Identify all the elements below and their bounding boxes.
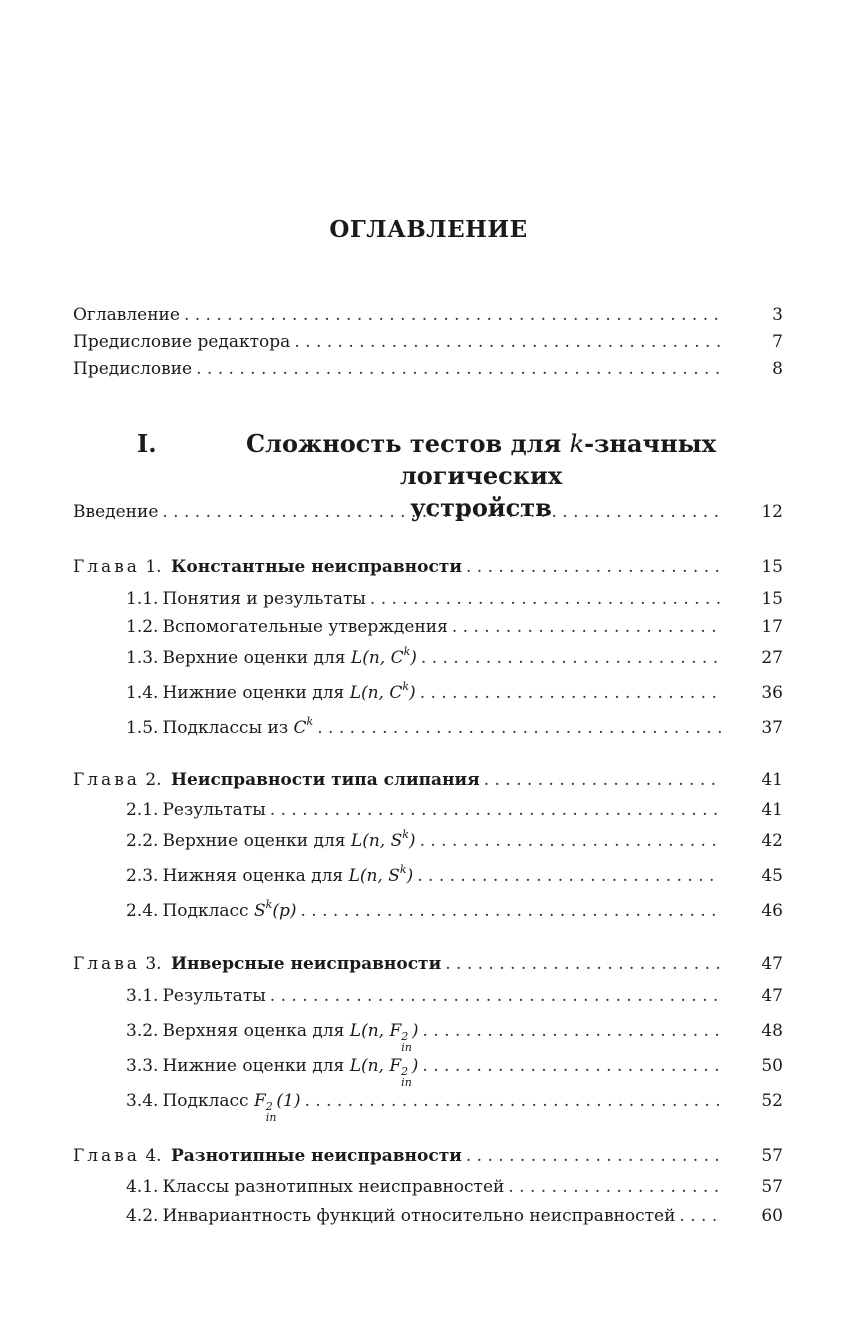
entry-label: Введение	[73, 502, 159, 522]
section-entry[interactable]	[126, 898, 783, 926]
section-label	[126, 828, 416, 851]
superscript: k	[403, 645, 411, 658]
math-expression: $S^k(p)$	[254, 898, 297, 921]
section-number: 1.4.	[126, 683, 159, 703]
section-text: Верхняя оценка для	[162, 1021, 350, 1041]
chapter-word: Глава	[73, 557, 140, 577]
section-text: Результаты	[162, 800, 266, 820]
chapter-title: Инверсные неисправности	[170, 954, 442, 974]
dot-leader	[423, 1021, 721, 1041]
math-expression: L(n, $S^k$)	[350, 828, 416, 851]
section-number: 3.4.	[126, 1091, 159, 1111]
superscript: k	[402, 828, 409, 841]
chapter-entry[interactable]	[73, 1146, 783, 1174]
section-number: 2.2.	[126, 831, 159, 851]
entry-label: Предисловие	[73, 359, 193, 379]
chapter-number: 3.	[145, 954, 162, 974]
section-number: 2.3.	[126, 866, 159, 886]
entry-page: 27	[761, 648, 783, 668]
dot-leader	[484, 770, 721, 790]
section-label	[126, 863, 413, 886]
section-entry[interactable]	[126, 715, 783, 743]
entry-page: 36	[761, 683, 783, 703]
dot-leader	[466, 1146, 721, 1166]
chapter-word: Глава	[73, 1146, 140, 1166]
superscript: k	[306, 715, 314, 728]
section-entry[interactable]	[126, 1091, 783, 1124]
chapter-number: 4.	[145, 1146, 162, 1166]
part-title-var: k	[569, 430, 585, 458]
section-entry[interactable]	[126, 617, 783, 645]
chapter-label	[73, 1146, 462, 1166]
section-text: Нижние оценки для	[162, 1056, 350, 1076]
section-label	[126, 645, 417, 668]
section-text: Подкласс	[162, 901, 254, 921]
chapter-word: Глава	[73, 770, 140, 790]
section-label	[126, 1206, 675, 1226]
section-label	[126, 1177, 504, 1197]
section-number: 2.1.	[126, 800, 159, 820]
section-number: 3.3.	[126, 1056, 159, 1076]
section-text: Классы разнотипных неисправностей	[162, 1177, 505, 1197]
section-number: 3.1.	[126, 986, 159, 1006]
part-number: I.	[137, 429, 157, 458]
dot-leader	[370, 589, 721, 609]
section-text: Верхние оценки для	[162, 648, 351, 668]
math-expression: F 2 in (1)	[254, 1091, 301, 1124]
chapter-label	[73, 954, 441, 974]
chapter-number: 2.	[145, 770, 162, 790]
chapter-label	[73, 770, 480, 790]
section-entry[interactable]	[126, 863, 783, 891]
entry-label: Предисловие редактора	[73, 332, 291, 352]
chapter-title: Неисправности типа слипания	[170, 770, 480, 790]
entry-page: 48	[761, 1021, 783, 1041]
section-text: Верхние оценки для	[162, 831, 351, 851]
script-stack	[401, 1031, 412, 1053]
section-number: 4.1.	[126, 1177, 159, 1197]
dot-leader	[508, 1177, 721, 1197]
entry-page: 7	[772, 332, 783, 352]
script-stack	[266, 1101, 277, 1123]
section-entry[interactable]	[126, 1021, 783, 1054]
part-title-line2: устройств	[410, 493, 552, 522]
entry-page: 42	[761, 831, 783, 851]
math-expression: $C^k$	[293, 715, 314, 738]
section-label	[126, 1021, 419, 1053]
section-entry[interactable]	[126, 589, 783, 617]
section-entry[interactable]	[126, 828, 783, 856]
section-label	[126, 589, 366, 609]
math-expression: L(n, $C^k$)	[349, 680, 416, 703]
math-expression: L(n, F 2 in )	[349, 1056, 419, 1089]
section-number: 2.4.	[126, 901, 159, 921]
section-label	[126, 986, 266, 1006]
toc-entry[interactable]	[73, 332, 783, 360]
entry-page: 57	[761, 1177, 783, 1197]
dot-leader	[421, 648, 721, 668]
entry-page: 52	[761, 1091, 783, 1111]
part-title-a: Сложность тестов для	[245, 429, 570, 458]
entry-page: 15	[761, 557, 783, 577]
section-label	[126, 898, 296, 921]
section-label	[126, 617, 448, 637]
dot-leader	[679, 1206, 721, 1226]
section-number: 4.2.	[126, 1206, 159, 1226]
superscript: 2	[401, 1065, 409, 1078]
chapter-entry[interactable]	[73, 557, 783, 585]
entry-page: 12	[761, 502, 783, 522]
dot-leader	[305, 1091, 722, 1111]
dot-leader	[422, 1056, 721, 1076]
dot-leader	[270, 800, 721, 820]
section-text: Нижние оценки для	[162, 683, 350, 703]
chapter-title: Разнотипные неисправности	[170, 1146, 462, 1166]
chapter-entry[interactable]	[73, 770, 783, 798]
dot-leader	[417, 866, 721, 886]
entry-page: 17	[761, 617, 783, 637]
toc-entry[interactable]	[73, 359, 783, 387]
section-entry[interactable]	[126, 1177, 783, 1205]
page-title: ОГЛАВЛЕНИЕ	[329, 216, 528, 243]
section-text: Результаты	[162, 986, 266, 1006]
section-entry[interactable]	[126, 680, 783, 708]
dot-leader	[184, 305, 721, 325]
superscript: k	[265, 898, 273, 911]
entry-page: 41	[761, 800, 783, 820]
script-stack	[401, 1066, 412, 1088]
dot-leader	[317, 718, 721, 738]
section-entry[interactable]	[126, 800, 783, 828]
section-number: 1.2.	[126, 617, 159, 637]
chapter-label	[73, 557, 462, 577]
entry-page: 50	[761, 1056, 783, 1076]
entry-page: 45	[761, 866, 783, 886]
chapter-entry[interactable]	[73, 954, 783, 982]
entry-page: 57	[761, 1146, 783, 1166]
section-text: Подклассы из	[162, 718, 294, 738]
section-label	[126, 1056, 418, 1088]
dot-leader	[452, 617, 721, 637]
section-text: Понятия и результаты	[162, 589, 366, 609]
section-text: Вспомогательные утверждения	[162, 617, 448, 637]
section-number: 1.5.	[126, 718, 159, 738]
section-number: 3.2.	[126, 1021, 159, 1041]
section-entry[interactable]	[126, 1206, 783, 1234]
section-entry[interactable]	[126, 645, 783, 673]
math-expression: L(n, F 2 in )	[349, 1021, 419, 1054]
part-title-b: -значных логических	[399, 429, 717, 490]
dot-leader	[420, 683, 721, 703]
superscript: k	[399, 863, 407, 876]
subscript: in	[265, 1111, 277, 1124]
entry-page: 15	[761, 589, 783, 609]
section-label	[126, 715, 313, 738]
entry-label: Оглавление	[73, 305, 180, 325]
entry-page: 46	[761, 901, 783, 921]
section-label	[126, 1091, 301, 1123]
dot-leader	[445, 954, 721, 974]
section-number: 1.1.	[126, 589, 159, 609]
section-text: Инвариантность функций относительно неисправностей	[162, 1206, 676, 1226]
math-expression: L(n, $C^k$)	[350, 645, 417, 668]
dot-leader	[162, 502, 721, 522]
chapter-word: Глава	[73, 954, 140, 974]
entry-page: 8	[772, 359, 783, 379]
section-number: 1.3.	[126, 648, 159, 668]
section-entry[interactable]	[126, 1056, 783, 1089]
entry-page: 47	[761, 954, 783, 974]
superscript: k	[402, 680, 410, 693]
section-label	[126, 800, 266, 820]
toc-entry-intro[interactable]	[73, 502, 783, 530]
toc-entry[interactable]	[73, 305, 783, 333]
dot-leader	[466, 557, 721, 577]
section-text: Нижняя оценка для	[162, 866, 349, 886]
dot-leader	[270, 986, 721, 1006]
subscript: in	[401, 1041, 412, 1054]
dot-leader	[294, 332, 721, 352]
superscript: 2	[401, 1030, 409, 1043]
dot-leader	[196, 359, 721, 379]
dot-leader	[420, 831, 721, 851]
chapter-title: Константные неисправности	[170, 557, 462, 577]
entry-page: 3	[772, 305, 783, 325]
math-expression: L(n, $S^k$)	[348, 863, 414, 886]
entry-page: 41	[761, 770, 783, 790]
entry-page: 47	[761, 986, 783, 1006]
superscript: 2	[265, 1100, 273, 1113]
section-entry[interactable]	[126, 986, 783, 1014]
dot-leader	[300, 901, 721, 921]
entry-page: 37	[761, 718, 783, 738]
subscript: in	[401, 1076, 412, 1089]
section-label	[126, 680, 416, 703]
section-text: Подкласс	[162, 1091, 254, 1111]
chapter-number: 1.	[145, 557, 162, 577]
entry-page: 60	[761, 1206, 783, 1226]
